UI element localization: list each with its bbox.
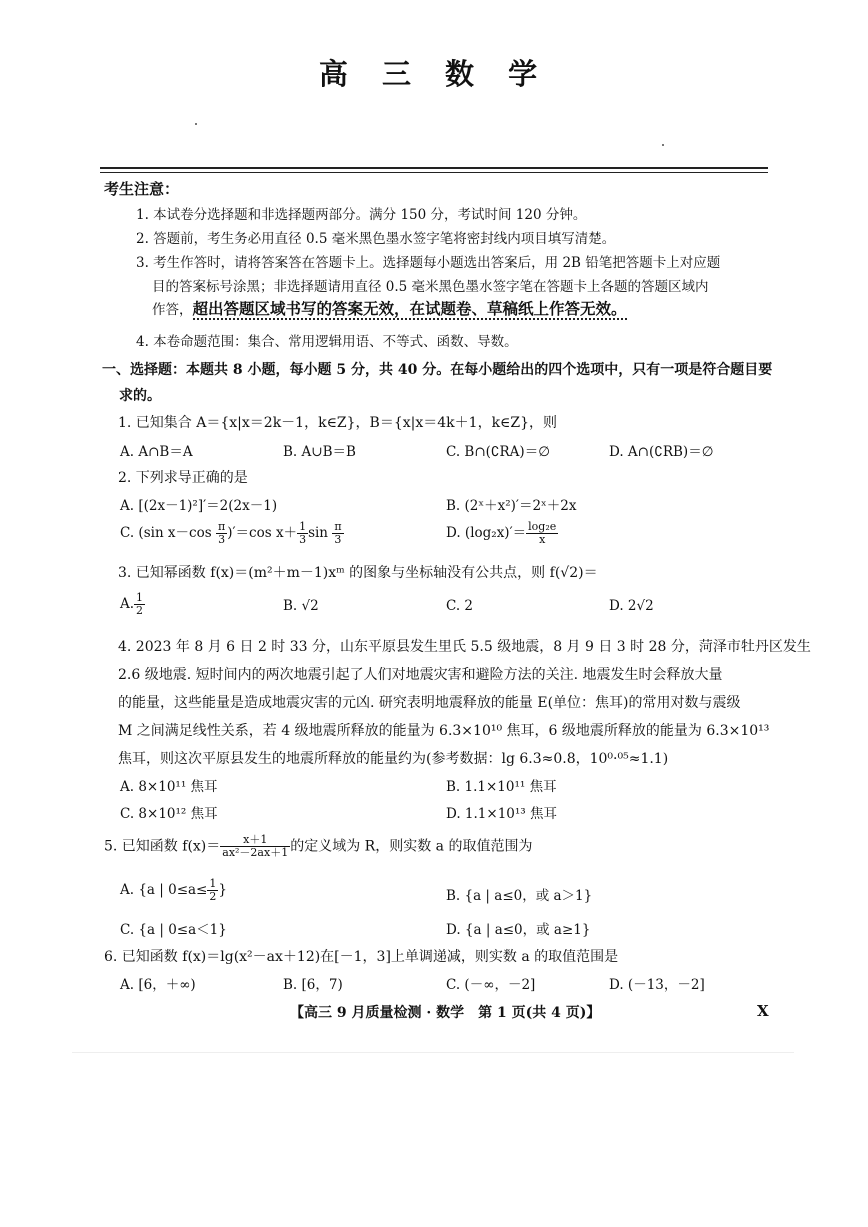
frac-den: x [539, 533, 546, 546]
frac-num: π [334, 520, 342, 533]
notice-item-row [152, 297, 627, 319]
q2-option-c [120, 521, 344, 546]
fraction [134, 592, 145, 617]
fraction [526, 521, 558, 546]
frac-den: ax²－2ax＋1 [222, 846, 289, 859]
corner-mark: X [757, 1002, 769, 1020]
q5-option-a [120, 878, 227, 903]
q1-option-c: C. B∩(∁RA)＝∅ [446, 444, 550, 460]
notice-item: 作答， [152, 302, 193, 318]
q4-option-c: C. 8×10¹² 焦耳 [120, 806, 218, 822]
section-heading-cont: 求的。 [119, 388, 161, 404]
q5-a-text: A. {a | 0≤a≤ [120, 882, 208, 898]
q3-a-label: A. [120, 596, 135, 612]
scan-speck [662, 144, 664, 146]
q4-option-b: B. 1.1×10¹¹ 焦耳 [446, 779, 557, 795]
frac-num: 1 [299, 520, 307, 533]
q2-c-text: sin [308, 525, 329, 541]
page-footer: 【高三 9 月质量检测 · 数学 第 1 页(共 4 页)】 [290, 1005, 601, 1021]
fraction [216, 521, 227, 546]
header-rule-thick [100, 167, 768, 169]
q5-a-text: } [218, 882, 227, 898]
q5-option-d: D. {a | a≤0，或 a≥1} [446, 922, 591, 938]
q2-option-a: A. [(2x－1)²]′＝2(2x－1) [120, 498, 278, 514]
fraction [297, 521, 308, 546]
section-heading: 一、选择题：本题共 8 小题，每小题 5 分，共 40 分。在每小题给出的四个选项中，只有一项是符合题目要 [102, 362, 773, 378]
question-4-line: 4. 2023 年 8 月 6 日 2 时 33 分，山东平原县发生里氏 5.5 级地震，8 月 9 日 3 时 28 分，菏泽市牡丹区发生 [118, 639, 811, 655]
frac-den: 3 [334, 533, 342, 546]
scan-speck [195, 123, 197, 125]
q1-option-a: A. A∩B＝A [120, 444, 193, 460]
question-3-stem: 3. 已知幂函数 f(x)＝(m²＋m－1)xᵐ 的图象与坐标轴没有公共点，则 f(√2)＝ [118, 565, 598, 581]
q5-text: 5. 已知函数 f(x)＝ [104, 838, 221, 855]
frac-den: 2 [136, 604, 144, 617]
page-edge-line [72, 1052, 794, 1053]
q2-option-b: B. (2ˣ＋x²)′＝2ˣ＋2x [446, 498, 577, 514]
page-title: 高 三 数 学 [318, 57, 550, 91]
frac-num: 1 [209, 877, 217, 890]
notice-emphasis: 超出答题区域书写的答案无效，在试题卷、草稿纸上作答无效。 [192, 299, 627, 318]
question-5-stem [104, 834, 532, 859]
q6-option-b: B. [6，7) [283, 977, 343, 993]
q6-option-d: D. (－13，－2] [609, 977, 705, 993]
q6-option-a: A. [6，＋∞) [120, 977, 196, 993]
question-1-stem: 1. 已知集合 A＝{x|x＝2k－1，k∈Z}，B＝{x|x＝4k＋1，k∈Z}，则 [118, 415, 558, 431]
q3-option-c: C. 2 [446, 598, 474, 614]
q1-option-d: D. A∩(∁RB)＝∅ [609, 444, 714, 460]
frac-den: 2 [209, 890, 217, 903]
frac-num: log₂e [528, 520, 557, 533]
notice-item: 3. 考生作答时，请将答案答在答题卡上。选择题每小题选出答案后，用 2B 铅笔把答题卡上对应题 [136, 255, 721, 271]
q4-option-a: A. 8×10¹¹ 焦耳 [120, 779, 218, 795]
question-4-line: 焦耳，则这次平原县发生的地震所释放的能量约为(参考数据：lg 6.3≈0.8，10⁰·⁰⁵≈1.1) [118, 751, 669, 767]
q5-option-b: B. {a | a≤0，或 a＞1} [446, 888, 593, 904]
q2-d-text: D. (log₂x)′＝ [446, 525, 527, 541]
fraction [207, 878, 218, 903]
q2-option-d [446, 521, 558, 546]
q5-text: 的定义域为 R，则实数 a 的取值范围为 [290, 838, 533, 855]
q3-option-d: D. 2√2 [609, 598, 654, 614]
frac-den: 3 [218, 533, 226, 546]
header-rule-thin [100, 172, 768, 173]
q5-option-c: C. {a | 0≤a＜1} [120, 922, 227, 938]
notice-heading: 考生注意： [104, 180, 180, 198]
q2-c-text: )′＝cos x＋ [227, 525, 298, 541]
frac-num: π [217, 520, 226, 533]
question-4-line: 2.6 级地震. 短时间内的两次地震引起了人们对地震灾害和避险方法的关注. 地震发生时会释放大量 [118, 667, 723, 683]
q3-option-a [120, 592, 145, 617]
question-2-stem: 2. 下列求导正确的是 [118, 470, 248, 486]
notice-item: 目的答案标号涂黑；非选择题请用直径 0.5 毫米黑色墨水签字笔在答题卡上各题的答题区域内 [152, 279, 709, 295]
q6-option-c: C. (－∞，－2] [446, 977, 536, 993]
notice-item: 4. 本卷命题范围：集合、常用逻辑用语、不等式、函数、导数。 [136, 334, 518, 350]
frac-den: 3 [299, 533, 307, 546]
fraction [220, 834, 290, 859]
q3-option-b: B. √2 [283, 598, 319, 614]
q4-option-d: D. 1.1×10¹³ 焦耳 [446, 806, 557, 822]
notice-item: 2. 答题前，考生务必用直径 0.5 毫米黑色墨水签字笔将密封线内项目填写清楚。 [136, 231, 616, 247]
question-6-stem: 6. 已知函数 f(x)＝lg(x²－ax＋12)在[－1，3]上单调递减，则实数 a 的取值范围是 [104, 949, 619, 965]
fraction [332, 521, 343, 546]
q2-c-text: C. (sin x－cos [120, 525, 212, 541]
q1-option-b: B. A∪B＝B [283, 444, 356, 460]
frac-num: 1 [136, 591, 144, 604]
question-4-line: M 之间满足线性关系，若 4 级地震所释放的能量为 6.3×10¹⁰ 焦耳，6 级地震所释放的能量为 6.3×10¹³ [118, 723, 770, 739]
notice-item: 1. 本试卷分选择题和非选择题两部分。满分 150 分，考试时间 120 分钟。 [136, 207, 587, 223]
question-4-line: 的能量，这些能量是造成地震灾害的元凶. 研究表明地震释放的能量 E(单位：焦耳)的常用对数与震级 [118, 695, 741, 711]
frac-num: x＋1 [220, 834, 290, 847]
